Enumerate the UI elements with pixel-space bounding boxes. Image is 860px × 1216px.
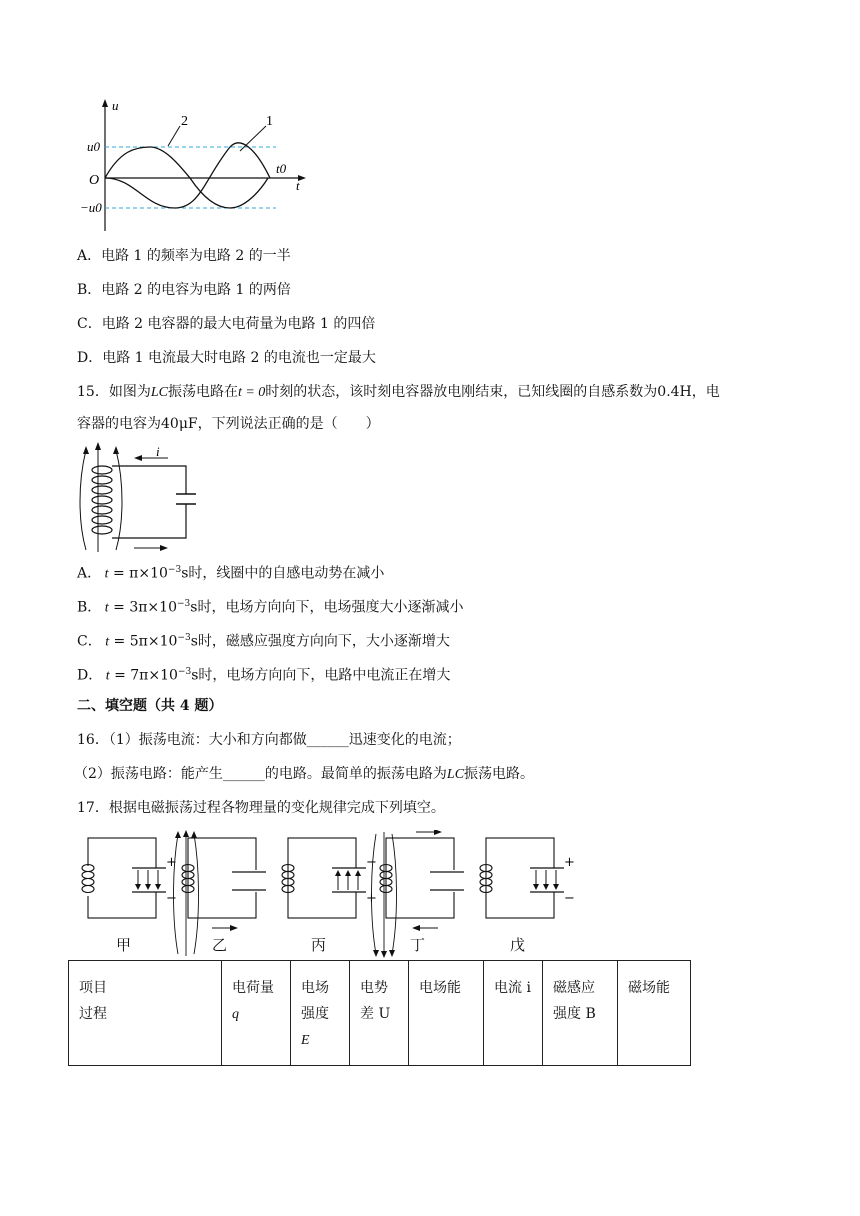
unit-s: s bbox=[191, 667, 199, 684]
unit-s: s bbox=[181, 565, 189, 582]
header-line: q bbox=[232, 1007, 239, 1022]
circuit-bing bbox=[282, 838, 377, 918]
svg-text:+: + bbox=[366, 891, 377, 906]
exponent: −3 bbox=[167, 565, 182, 575]
svg-text:1: 1 bbox=[266, 114, 273, 129]
var-t: t bbox=[101, 600, 109, 616]
table-header-cell bbox=[484, 961, 543, 1066]
table-header-row bbox=[69, 961, 691, 1066]
q15-option-d bbox=[77, 662, 450, 687]
option-text: 时，电场方向向下，电场强度大小逐渐减小 bbox=[197, 599, 464, 616]
svg-text:u0: u0 bbox=[87, 139, 100, 154]
table-header-cell bbox=[69, 961, 222, 1066]
header-line: 电场能 bbox=[419, 980, 461, 996]
q15-stem-line2: 容器的电容为40μF，下列说法正确的是（ ） bbox=[77, 416, 380, 432]
svg-text:i: i bbox=[156, 444, 160, 459]
unit-s: s bbox=[190, 599, 198, 616]
q15-option-a bbox=[77, 560, 384, 585]
svg-text:t0: t0 bbox=[276, 161, 287, 176]
svg-text:O: O bbox=[89, 173, 100, 188]
q14-u-t-graph bbox=[80, 96, 310, 236]
exponent: −3 bbox=[176, 599, 191, 609]
label-jia: 甲 bbox=[116, 936, 132, 954]
pi-times-ten: π×10 bbox=[139, 667, 178, 684]
q14-option-c: C．电路 2 电容器的最大电荷量为电路 1 的四倍 bbox=[77, 316, 376, 332]
q14-option-b: B．电路 2 的电容为电路 1 的两倍 bbox=[77, 282, 291, 298]
option-prefix: C． bbox=[77, 633, 102, 650]
option-text: 时，磁感应强度方向向下，大小逐渐增大 bbox=[197, 633, 450, 650]
label-wu: 戊 bbox=[510, 936, 526, 954]
var-t: t bbox=[101, 634, 110, 650]
q15-stem-line1: 15．如图为LC振荡电路在t = 0时刻的状态，该时刻电容器放电刚结束，已知线圈的自感系数为0.4H，电 bbox=[77, 384, 720, 400]
header-line: 差 U bbox=[360, 1006, 391, 1022]
label-bing: 丙 bbox=[311, 936, 327, 954]
header-line: 强度 bbox=[301, 1006, 329, 1022]
curve-1-main bbox=[105, 166, 160, 178]
equals: = 5 bbox=[109, 633, 139, 650]
option-prefix: B． bbox=[77, 599, 102, 616]
option-text: 时，电场方向向下，电路中电流正在增大 bbox=[198, 667, 451, 684]
pi-times-ten: π×10 bbox=[138, 599, 177, 616]
table-header-cell bbox=[350, 961, 409, 1066]
svg-text:+: + bbox=[166, 855, 177, 870]
label-ding: 丁 bbox=[410, 936, 426, 954]
option-prefix: D． bbox=[77, 667, 103, 684]
equals: = 3 bbox=[108, 599, 139, 616]
exponent: −3 bbox=[177, 633, 191, 643]
q14-option-d: D．电路 1 电流最大时电路 2 的电流也一定最大 bbox=[77, 350, 376, 366]
q17-stem: 17．根据电磁振荡过程各物理量的变化规律完成下列填空。 bbox=[77, 800, 445, 816]
equals: = bbox=[108, 565, 130, 582]
q17-table bbox=[68, 960, 691, 1066]
svg-text:2: 2 bbox=[181, 114, 188, 129]
header-line: 电势 bbox=[360, 980, 388, 996]
table-header-cell bbox=[618, 961, 691, 1066]
header-line: 项目 bbox=[79, 980, 107, 996]
q15-lc-circuit-figure bbox=[76, 442, 216, 558]
svg-text:−: − bbox=[366, 855, 377, 870]
option-prefix: A． bbox=[77, 565, 102, 582]
q15-option-b bbox=[77, 594, 463, 619]
svg-text:+: + bbox=[564, 855, 575, 870]
header-line: E bbox=[301, 1033, 310, 1048]
section-2-heading: 二、填空题（共 4 题） bbox=[77, 698, 223, 714]
table-header-cell bbox=[409, 961, 484, 1066]
table-header-cell bbox=[543, 961, 618, 1066]
q15-option-c bbox=[77, 628, 450, 653]
table-header-cell bbox=[222, 961, 291, 1066]
svg-text:−u0: −u0 bbox=[80, 200, 102, 215]
option-text: 时，线圈中的自感电动势在减小 bbox=[188, 565, 385, 582]
var-t: t bbox=[102, 668, 110, 684]
svg-text:−: − bbox=[166, 891, 177, 906]
q16-line2: （2）振荡电路：能产生______的电路。最简单的振荡电路为LC振荡电路。 bbox=[74, 766, 535, 782]
header-line: 过程 bbox=[79, 1006, 107, 1022]
header-line: 强度 B bbox=[553, 1006, 596, 1022]
svg-text:t: t bbox=[296, 178, 300, 193]
unit-s: s bbox=[190, 633, 198, 650]
svg-text:u: u bbox=[112, 98, 119, 113]
pi-times-ten: π×10 bbox=[138, 633, 178, 650]
table-header-cell bbox=[291, 961, 350, 1066]
label-yi: 乙 bbox=[212, 936, 228, 954]
equals: = 7 bbox=[109, 667, 140, 684]
q14-option-a: A．电路 1 的频率为电路 2 的一半 bbox=[77, 248, 291, 264]
header-line: 电流 i bbox=[494, 980, 531, 996]
q16-line1: 16．（1）振荡电流：大小和方向都做______迅速变化的电流； bbox=[77, 732, 461, 748]
exponent: −3 bbox=[177, 667, 192, 677]
pi-times-ten: π×10 bbox=[129, 565, 168, 582]
var-t: t bbox=[101, 566, 109, 582]
circuit-wu bbox=[480, 838, 575, 918]
svg-text:−: − bbox=[564, 891, 575, 906]
header-line: 电荷量 bbox=[232, 980, 274, 996]
header-line: 磁感应 bbox=[553, 980, 595, 996]
circuit-jia bbox=[80, 838, 177, 918]
header-line: 电场 bbox=[301, 980, 329, 996]
header-line: 磁场能 bbox=[628, 980, 670, 996]
